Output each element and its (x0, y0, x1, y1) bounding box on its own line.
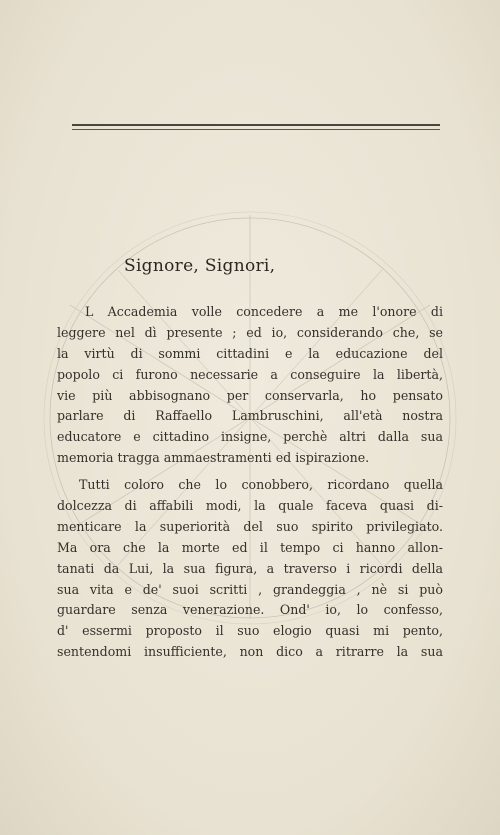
text-line: leggere nel dì presente ; ed io, considerando che, se (57, 324, 443, 340)
text-line: L Accademia volle concedere a me l'onore di (85, 304, 443, 319)
text-line: la virtù di sommi cittadini e la educazione del (57, 345, 443, 361)
text-line: menticare la superiorità del suo spirito privilegiato. (57, 518, 443, 534)
text-line: educatore e cittadino insigne, perchè altri dalla sua (57, 429, 443, 445)
text-line: vie più abbisognano per conservarla, ho pensato (57, 387, 443, 403)
header-rule-thick (72, 124, 440, 126)
body-text (57, 302, 443, 663)
text-line: sentendomi insufficiente, non dico a ritrarre la sua (57, 644, 443, 660)
text-line: dolcezza di affabili modi, la quale faceva quasi di- (57, 498, 443, 514)
text-line: popolo ci furono necessarie a conseguire la libertà, (57, 366, 443, 382)
salutation-heading: Signore, Signori, (124, 256, 276, 276)
text-line: parlare di Raffaello Lambruschini, all'età nostra (57, 408, 443, 424)
text-line: memoria tragga ammaestramenti ed ispirazione. (57, 450, 370, 466)
paragraph-2 (57, 475, 443, 663)
text-line: d' essermi proposto il suo elogio quasi mi pento, (57, 623, 443, 639)
text-line: Ma ora che la morte ed il tempo ci hanno allon- (57, 539, 443, 555)
text-line: tanati da Lui, la sua figura, a traverso i ricordi della (57, 560, 443, 576)
text-line: sua vita e de' suoi scritti , grandeggia , nè si può (57, 581, 443, 597)
header-rule-thin (72, 129, 440, 130)
paragraph-1 (57, 302, 443, 469)
text-line: guardare senza venerazione. Ond' io, lo confesso, (57, 602, 443, 618)
text-line: Tutti coloro che lo conobbero, ricordano quella (79, 477, 443, 493)
